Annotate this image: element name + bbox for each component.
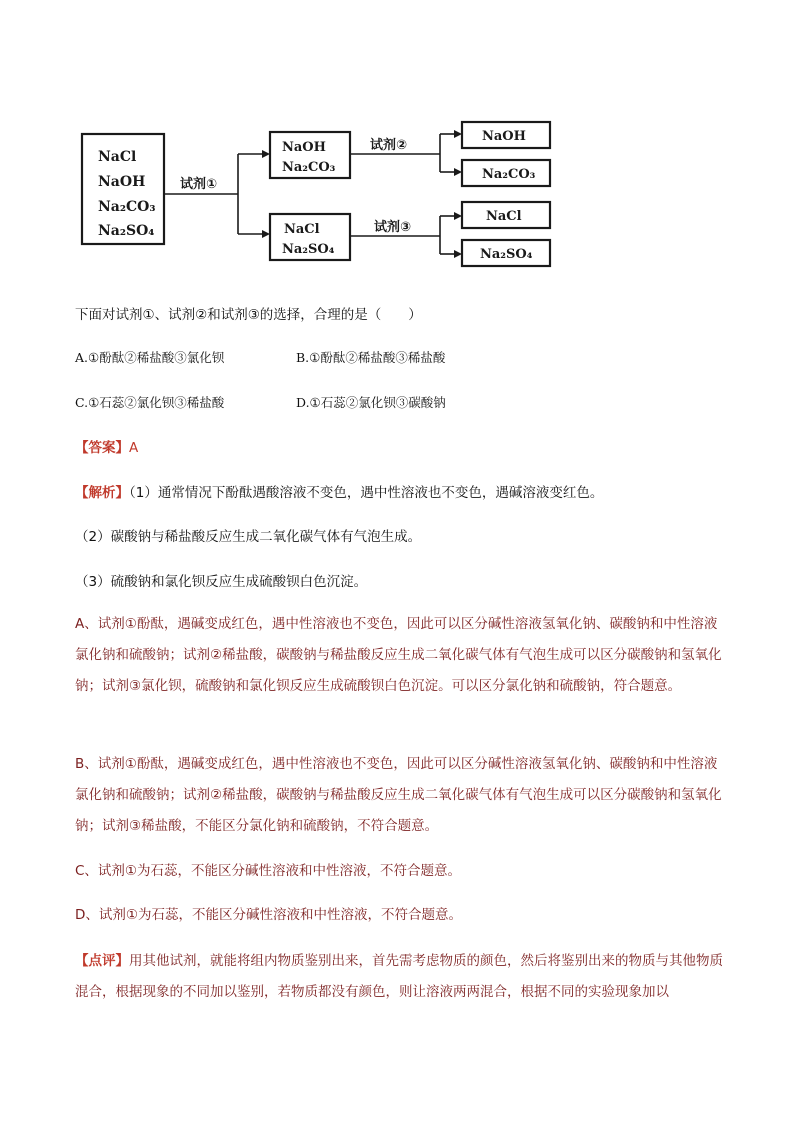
answer-value: A <box>129 440 139 456</box>
explain-c: C、试剂①为石蕊，不能区分碱性溶液和中性溶液，不符合题意。 <box>75 863 462 879</box>
source-item: Na₂CO₃ <box>98 199 156 215</box>
out-item: Na₂SO₄ <box>480 247 533 262</box>
analysis-p2: （2）碳酸钠与稀盐酸反应生成二氧化碳气体有气泡生成。 <box>75 529 422 545</box>
answer-line <box>75 438 138 458</box>
out-item: Na₂CO₃ <box>482 167 536 182</box>
analysis-p1 <box>75 483 603 503</box>
out-item: NaCl <box>486 209 522 224</box>
mid-top-item: Na₂CO₃ <box>282 160 336 175</box>
comment-label: 【点评】 <box>75 953 129 969</box>
arrow-head-icon <box>454 212 462 220</box>
arrow-head-icon <box>454 168 462 176</box>
analysis-label: 【解析】 <box>75 485 129 501</box>
reagent-3-label: 试剂③ <box>374 220 412 235</box>
arrow-head-icon <box>454 250 462 258</box>
explain-d: D、试剂①为石蕊，不能区分碱性溶液和中性溶液，不符合题意。 <box>75 907 462 923</box>
explain-b: B、试剂①酚酞，遇碱变成红色，遇中性溶液也不变色，因此可以区分碱性溶液氢氧化钠、碳酸钠和中性溶液氯化钠和硫酸钠；试剂②稀盐酸，碳酸钠与稀盐酸反应生成二氧化碳气体有气泡生成可以区分碳酸钠和氢氧化钠；试剂③稀盐酸，不能区分氯化钠和硫酸钠，不符合题意。 <box>75 756 722 834</box>
arrow-head-icon <box>262 150 270 158</box>
reagent-2-label: 试剂② <box>370 138 408 153</box>
arrow-head-icon <box>454 130 462 138</box>
source-item: NaCl <box>98 149 137 165</box>
option-a: A.①酚酞②稀盐酸③氯化钡 <box>75 350 225 365</box>
flow-diagram-svg <box>70 104 570 276</box>
question-text: 下面对试剂①、试剂②和试剂③的选择，合理的是（ ） <box>75 307 422 323</box>
source-item: NaOH <box>98 174 146 190</box>
comment-block <box>75 946 725 1008</box>
arrow-head-icon <box>262 230 270 238</box>
option-d: D.①石蕊②氯化钡③碳酸钠 <box>296 395 446 410</box>
comment-text: 用其他试剂，就能将组内物质鉴别出来，首先需考虑物质的颜色，然后将鉴别出来的物质与其他物质混合，根据现象的不同加以鉴别，若物质都没有颜色，则让溶液两两混合，根据不同的实验现象加以 <box>75 953 723 1000</box>
reagent-1-label: 试剂① <box>180 177 218 192</box>
analysis-p3: （3）硫酸钠和氯化钡反应生成硫酸钡白色沉淀。 <box>75 574 368 590</box>
option-c: C.①石蕊②氯化钡③稀盐酸 <box>75 395 225 410</box>
analysis-text-1: （1）通常情况下酚酞遇酸溶液不变色，遇中性溶液也不变色，遇碱溶液变红色。 <box>129 485 604 501</box>
out-item: NaOH <box>482 129 526 144</box>
option-b: B.①酚酞②稀盐酸③稀盐酸 <box>296 350 446 365</box>
reagent-flow-diagram <box>70 104 570 276</box>
explain-a: A、试剂①酚酞，遇碱变成红色，遇中性溶液也不变色，因此可以区分碱性溶液氢氧化钠、碳酸钠和中性溶液氯化钠和硫酸钠；试剂②稀盐酸，碳酸钠与稀盐酸反应生成二氧化碳气体有气泡生成可以区分碳酸钠和氢氧化钠；试剂③氯化钡，硫酸钠和氯化钡反应生成硫酸钡白色沉淀。可以区分氯化钠和硫酸钠，符合题意。 <box>75 616 722 694</box>
mid-top-item: NaOH <box>282 140 326 155</box>
mid-bottom-item: Na₂SO₄ <box>282 242 335 257</box>
answer-label: 【答案】 <box>75 440 129 456</box>
source-item: Na₂SO₄ <box>98 223 155 239</box>
mid-bottom-item: NaCl <box>284 222 320 237</box>
